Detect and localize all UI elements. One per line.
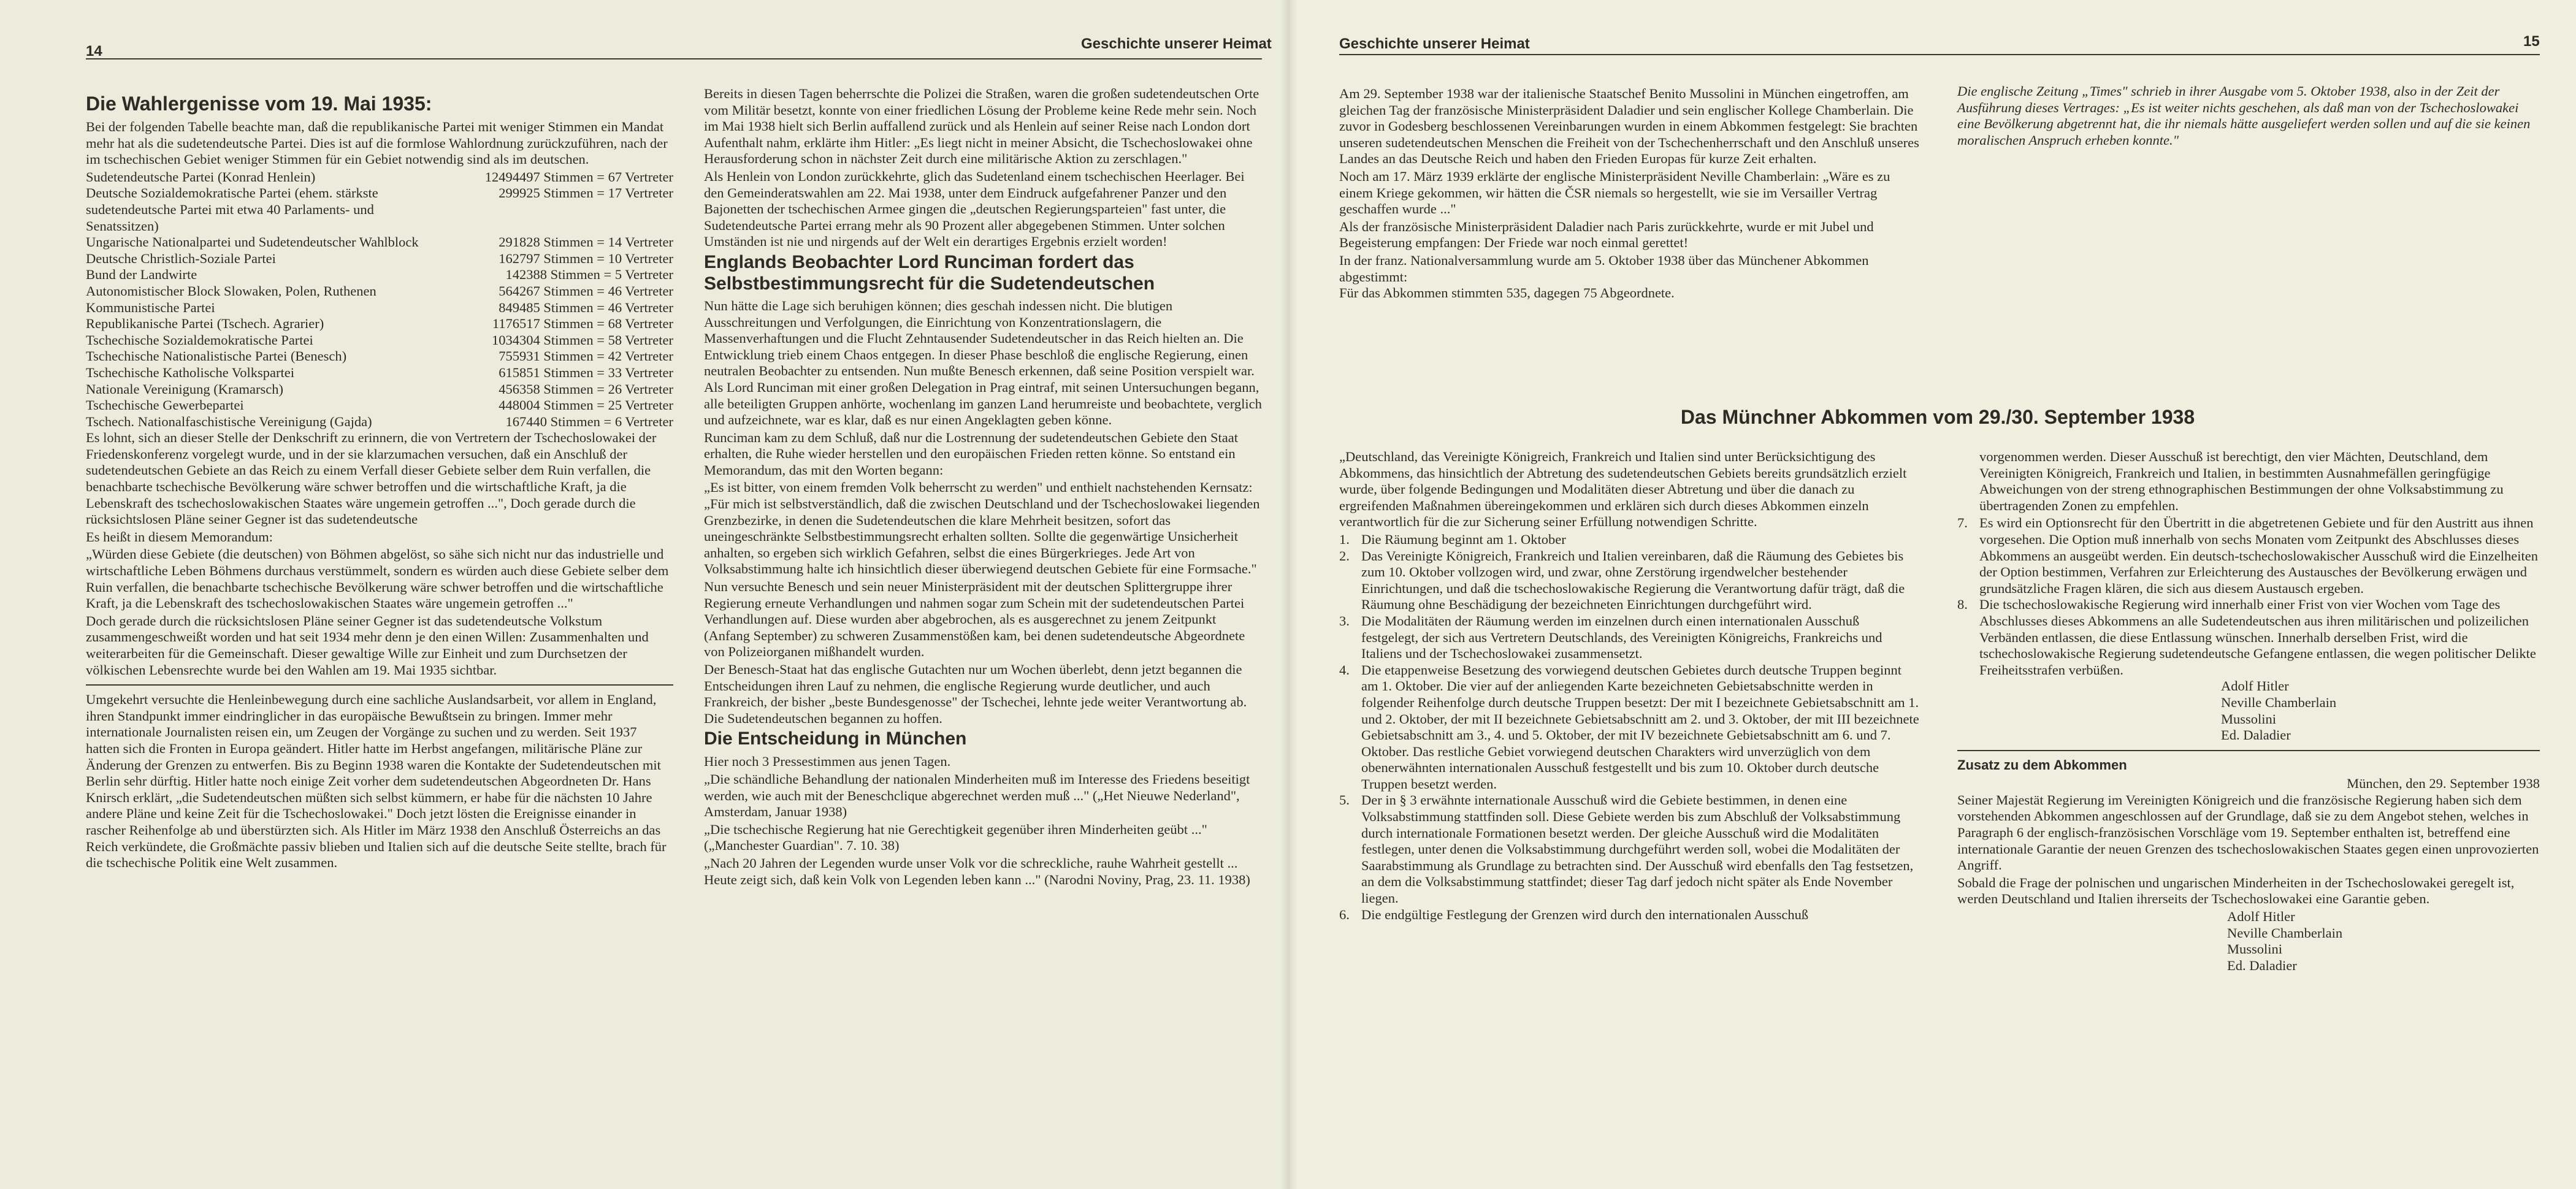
signatory: Ed. Daladier (2227, 957, 2297, 973)
page-number-left: 14 (86, 43, 102, 59)
election-intro: Bei der folgenden Tabelle beachte man, daß die republikanische Partei mit weniger Stimmen ein Mandat mehr hat als die sudetendeutsche Partei. Dies ist auf die formlose Wahlordnung zurückzuführen, nach der im tschechischen Gebiet weniger Stimmen für ein Gebiet notwendig sind als im deutschen. (86, 119, 668, 167)
volkstum-paragraph: Doch gerade durch die rücksichtslosen Pläne seiner Gegner ist das sudetendeutsche Volkstum zusammengeschweißt worden und hat seit 1934 mehr denn je den einen Willen: Zusammenhalten und weiterarbeiten für die Gemeinschaft. Dieser gewaltige Wille zur Einheit und zum Durchsetzen der völkischen Lebensrechte wurde bei den Wahlen am 19. Mai 1935 sichtbar. (86, 613, 649, 678)
agreement-item: 6. Die endgültige Festlegung der Grenzen wird durch den internationalen Ausschuß (1339, 906, 1809, 922)
result-row: Tschechische Nationalistische Partei (Benesch) 755931 Stimmen = 42 Vertreter (86, 348, 673, 364)
memorandum-context: Es lohnt, sich an dieser Stelle der Denkschrift zu erinnern, die von Vertretern der Tschechoslowakei der Friedenskonferenz vorgelegt wurde, und in der sie klarzumachen versuchen, daß ein Anschluß der sudetendeutschen Gebiete an das Reich zu einem Verfall dieser Gebiete selber dem Ruin verfallen, die benachbarte tschechische Bevölkerung wäre schwer betroffen und die wirtschaftliche Kraft, ja die Lebenskraft des tschechoslowakischen Staates wäre ungemein getroffen ...", Doch gerade durch die rücksichtslosen Pläne seiner Gegner ist das sudetendeutsche (86, 430, 657, 527)
signatory: Adolf Hitler (2221, 678, 2289, 694)
signatory: Adolf Hitler (2227, 909, 2295, 925)
benesch-paragraph: Nun versuchte Benesch und sein neuer Ministerpräsident mit der deutschen Splittergruppe ihrer Regierung erneute Verhandlungen und nahmen sogar zum Schein mit der sudetendeutschen Partei Verhandlungen auf. Diese wurden aber abgebrochen, als es ausgerechnet zu jenem Zeitpunkt (Anfang September) zu schweren Zusammenstößen kam, bei denen sudetendeutsche Abgeordnete von Polizeiorganen mißhandelt wurden. (704, 579, 1245, 660)
press-quote-1: „Die schändliche Behandlung der nationalen Minderheiten muß im Interesse des Friedens beseitigt werden, wie auch mit der Beneschclique abgerechnet werden muß ..." („Het Nieuwe Nederland", Amsterdam, Januar 1938) (704, 771, 1250, 820)
munich-heading: Die Entscheidung in München (704, 728, 967, 749)
agreement-item: 7. Es wird ein Optionsrecht für den Übertritt in die abgetretenen Gebiete und für den Austritt aus ihnen vorgesehen. Die Option muß innerhalb von sechs Monaten vom Zeitpunkt des Abschlusses dieses Abkommens an ausgeübt werden. Ein deutsch-tschechoslowakischer Ausschuß wird die Einzelheiten der Option bestimmen, Verfahren zur Erleichterung des Austausches der Bevölkerung erwägen und grundsätzliche Fragen klären, die sich aus diesem Austausch ergeben. (1957, 515, 2539, 596)
right-page (1288, 0, 2576, 1189)
election-results-table (86, 169, 673, 430)
supplement-paragraph-1: Seiner Majestät Regierung im Vereinigten Königreich und die französische Regierung haben sich dem vorstehenden Abkommen angeschlossen auf der Grundlage, daß sie zu dem Angebot stehen, welches in Paragraph 6 der englisch-französischen Vorschläge vom 19. September enthalten ist, betreffend eine internationale Garantie der neuen Grenzen des tschechoslowakischen Staates gegen einen unprovozierten Angriff. (1957, 792, 2539, 873)
runciman-heading: Englands Beobachter Lord Runciman fordert das Selbstbestimmungsrecht für die Sudetendeutschen (704, 251, 1155, 294)
result-row: Republikanische Partei (Tschech. Agrarier) 1176517 Stimmen = 68 Vertreter (86, 316, 673, 332)
result-row: Bund der Landwirte 142388 Stimmen = 5 Vertreter (86, 267, 673, 283)
result-row: Ungarische Nationalpartei und Sudetendeutscher Wahlblock 291828 Stimmen = 14 Vertreter (86, 234, 673, 250)
left-column-1 (86, 91, 673, 873)
supplement-paragraph-2: Sobald die Frage der polnischen und ungarischen Minderheiten in der Tschechoslowakei geregelt ist, werden Deutschland und Italien ihrerseits der Tschechoslowakei eine Garantie geben. (1957, 874, 2515, 907)
chamberlain-paragraph: Noch am 17. März 1939 erklärte der englische Ministerpräsident Neville Chamberlain: „Wäre es zu einem Kriege gekommen, wir hätten die ČSR niemals so hergestellt, wie sie im Versailler Vertrag geschaffen wurde ..." (1339, 168, 1890, 217)
assembly-paragraph: In der franz. Nationalversammlung wurde am 5. Oktober 1938 über das Münchener Abkommen abgestimmt: (1339, 252, 1869, 285)
result-row: Tschechische Gewerbepartei 448004 Stimmen = 25 Vertreter (86, 397, 673, 413)
agreement-item: 4. Die etappenweise Besetzung des vorwiegend deutschen Gebietes durch deutsche Truppen beginnt am 1. Oktober. Die vier auf der anliegenden Karte bezeichneten Gebietsabschnitte werden in folgender Reihenfolge durch deutsche Truppen besetzt: Der mit I bezeichnete Gebietsabschnitt am 1. und 2. Oktober, der mit II bezeichnete Gebietsabschnitt am 2. und 3. Oktober, der mit III bezeichnete Gebietsabschnitt am 3., 4. und 5. Oktober, der mit IV bezeichnete Gebietsabschnitt am 6. und 7. Oktober. Das restliche Gebiet vorwiegend deutschen Charakters wird unverzüglich von dem obenerwähnten internationalen Ausschuß festgestellt und bis zum 10. Oktober durch deutsche Truppen besetzt werden. (1339, 662, 1919, 792)
press-intro: Hier noch 3 Pressestimmen aus jenen Tagen. (704, 754, 951, 770)
chaos-paragraph: Nun hätte die Lage sich beruhigen können; dies geschah indessen nicht. Die blutigen Ausschreitungen und Verfolgungen, die Einrichtung von Konzentrationslagern, die Massenverhaftungen und die Flucht Zehntausender Sudetendeutscher in das Reich hielten an. Die Entwicklung trieb einem Chaos entgegen. In dieser Phase beschloß die englische Regierung, einen neutralen Beobachter zu entsenden. Nun mußte Benesch erkennen, daß seine Position verspielt war. Als Lord Runciman mit einer großen Delegation in Prag eintraf, mit seinen Untersuchungen begann, alle beteiligten Gruppen anhörte, wochenlang im ganzen Land herumreiste und beobachtete, verglich und aufzeichnete, war es klar, daß es nur einen Angeklagten geben könne. (704, 297, 1262, 428)
signatories (1957, 678, 2540, 743)
running-head-right: Geschichte unserer Heimat (1339, 36, 1530, 52)
agreement-preamble: „Deutschland, das Vereinigte Königreich, Frankreich und Italien sind unter Berücksichtigung des Abkommens, das hinsichtlich der Abtretung des sudetendeutschen Gebiets bereits grundsätzlich erzielt wurde, über folgende Bedingungen und Modalitäten dieser Abtretung und über die danach zu ergreifenden Maßnahmen übereingekommen und erklären sich durch dieses Abkommen einzeln verantwortlich für die zur Sicherung seiner Erfüllung notwendigen Schritte. (1339, 449, 1907, 530)
header-rule-left (86, 58, 1262, 59)
agreement-item: 2. Das Vereinigte Königreich, Frankreich und Italien vereinbaren, daß die Räumung des Gebietes bis zum 10. Oktober vollzogen wird, und zwar, ohne Zerstörung irgendwelcher bestehender Einrichtungen, und daß die tschechoslowakische Regierung die Verantwortung dafür trägt, daß die Räumung ohne Beschädigung der bezeichneten Einrichtungen durchgeführt wird. (1339, 548, 1905, 613)
agreement-title: Das Münchner Abkommen vom 29./30. September 1938 (1680, 406, 2195, 428)
police-paragraph: Bereits in diesen Tagen beherrschte die Polizei die Straßen, waren die großen sudetendeutschen Orte vom Militär besetzt, konnte von einer friedlichen Lösung der Probleme keine Rede mehr sein. Noch im Mai 1938 hielt sich Berlin auffallend zurück und als Henlein auf seiner Reise nach London dort Aufenthalt nahm, erklärte ihm Hitler: „Es liegt nicht in meiner Absicht, die Tschechoslowakei ohne Herausforderung schon in nächster Zeit durch eine militärische Aktion zu zerschlagen." (704, 86, 1259, 167)
agreement-item: 3. Die Modalitäten der Räumung werden im einzelnen durch einen internationalen Ausschuß festgelegt, der sich aus Vertretern Deutschlands, des Vereinigten Königreichs, Frankreichs und Italiens und der Tschechoslowakei zusammensetzt. (1339, 613, 1882, 662)
supplement-date: München, den 29. September 1938 (2347, 776, 2540, 792)
heerlager-paragraph: Als Henlein von London zurückkehrte, glich das Sudetenland einem tschechischen Heerlager. Bei den Gemeinderatswahlen am 22. Mai 1938, unter dem Eindruck aufgefahrener Panzer und den Bajonetten der tschechischen Armee gingen die „deutschen Regierungsparteien" fast unter, die Sudetendeutsche Partei errang mehr als 90 Prozent aller abgegebenen Stimmen. Unter solchen Umständen ist nie und nirgends auf der Welt ein derartiges Ergebnis erzielt worden! (704, 168, 1245, 250)
runciman-conclusion: Runciman kam zu dem Schluß, daß nur die Lostrennung der sudetendeutschen Gebiete den Staat erhalten, die Ruhe wieder herstellen und den europäischen Frieden retten könne. So entstand ein Memorandum, das mit den Worten begann: (704, 429, 1239, 478)
daladier-paragraph: Als der französische Ministerpräsident Daladier nach Paris zurückkehrte, wurde er mit Jubel und Begeisterung empfangen: Der Friede war noch einmal gerettet! (1339, 218, 1874, 251)
section-divider (86, 684, 673, 686)
memorandum-label: Es heißt in diesem Memorandum: (86, 529, 273, 545)
agreement-item: 5. Der in § 3 erwähnte internationale Ausschuß wird die Gebiete bestimmen, in denen eine Volksabstimmung stattfinden soll. Diese Gebiete werden bis zum Abschluß der Volksabstimmung durch internationale Formationen besetzt werden. Der gleiche Ausschuß wird die Modalitäten festlegen, unter denen die Volksabstimmung durchgeführt werden soll, wobei die Modalitäten der Saarabstimmung als Grundlage zu betrachten sind. Der Ausschuß wird ebenfalls den Tag festsetzen, an dem die Volksabstimmung stattfindet; dieser Tag darf jedoch nicht später als Ende November liegen. (1339, 792, 1914, 906)
result-row: Tschechische Katholische Volkspartei 615851 Stimmen = 33 Vertreter (86, 364, 673, 380)
times-quote: Die englische Zeitung „Times" schrieb in ihrer Ausgabe vom 5. Oktober 1938, also in der Zeit der Ausführung dieses Vertrages: „Es ist weiter nichts geschehen, als daß man von der Tschechoslowakei eine Bevölkerung abgetrennt hat, die ihr niemals hätte ausgeliefert werden sollen und auf die sie keinen moralischen Anspruch erheben konnte." (1957, 83, 2531, 148)
supplement-title: Zusatz zu dem Abkommen (1957, 757, 2127, 773)
item-6-continuation: vorgenommen werden. Dieser Ausschuß ist berechtigt, den vier Mächten, Deutschland, dem Vereinigten Königreich, Frankreich und Italien, in bestimmten Ausnahmefällen geringfügige Abweichungen von der streng ethnographischen Bestimmungen der ohne Volksabstimmung zu übertragenden Zonen zu empfehlen. (1979, 449, 2504, 513)
signatory: Neville Chamberlain (2227, 925, 2343, 941)
right-top-column-2 (1957, 83, 2540, 150)
supplement-divider (1957, 750, 2540, 751)
result-row: Kommunistische Partei 849485 Stimmen = 46 Vertreter (86, 299, 673, 315)
left-column-2 (704, 86, 1262, 889)
header-rule-right (1339, 54, 2540, 55)
result-row: Deutsche Sozialdemokratische Partei (ehem. stärkste sudetendeutsche Partei mit etwa 40 Parlaments- und Senatssitzen) 299925 Stimmen = 17 Vertreter (86, 185, 673, 234)
signatories-2 (1957, 909, 2540, 974)
result-row: Tschech. Nationalfaschistische Vereinigung (Gajda) 167440 Stimmen = 6 Vertreter (86, 413, 673, 429)
running-head-left: Geschichte unserer Heimat (1081, 36, 1272, 52)
press-quote-2: „Die tschechische Regierung hat nie Gerechtigkeit gegenüber ihren Minderheiten geübt ..." („Manchester Guardian". 7. 10. 38) (704, 821, 1207, 854)
agreement-column-1 (1339, 449, 1919, 923)
runciman-quote: „Es ist bitter, von einem fremden Volk beherrscht zu werden" und enthielt nachstehenden Kernsatz: „Für mich ist selbstverständlich, daß die zwischen Deutschland und der Tschechoslowakei liegenden Grenzbezirke, in denen die Sudetendeutschen die klare Mehrheit besitzen, sofort das uneingeschränkte Selbstbestimmungsrecht erhalten sollten. Sollte die gegenwärtige Unsicherheit anhalten, so ergeben sich wirklich Gefahren, selbst die eines Bürgerkrieges. Jede Art von Volksabstimmung halte ich hinsichtlich dieser überwiegend deutschen Gebiete für eine Formsache." (704, 480, 1260, 577)
signatory: Ed. Daladier (2221, 727, 2291, 743)
benesch-state-paragraph: Der Benesch-Staat hat das englische Gutachten nur um Wochen überlebt, denn jetzt begannen die Entscheidungen ihren Lauf zu nehmen, die englische Regierung wurde deutlicher, und auch Frankreich, der bisher „beste Bundesgenosse" der Tschechei, lehnte jede weiter Verantwortung ab. Die Sudetendeutschen begannen zu hoffen. (704, 662, 1247, 726)
result-row: Sudetendeutsche Partei (Konrad Henlein) 12494497 Stimmen = 67 Vertreter (86, 169, 673, 185)
result-row: Deutsche Christlich-Soziale Partei 162797 Stimmen = 10 Vertreter (86, 250, 673, 266)
agreement-item: 8. Die tschechoslowakische Regierung wird innerhalb einer Frist von vier Wochen vom Tage des Abschlusses dieses Abkommens an alle Sudetendeutschen aus ihren militärischen und polizeilichen Verbänden entlassen, die diese Entlassung wünschen. Innerhalb derselben Frist, wird die tschechoslowakische Regierung sudetendeutsche Gefangene entlassen, die wegen politischer Delikte Freiheitsstrafen verbüßen. (1957, 597, 2536, 678)
munich-meeting-paragraph: Am 29. September 1938 war der italienische Staatschef Benito Mussolini in München eingetroffen, am gleichen Tag der französische Ministerpräsident Daladier und sein englischer Kollege Chamberlain. Die zuvor in Godesberg beschlossenen Vereinbarungen wurden in einem Abkommen festgelegt: Sie brachten unseren sudetendeutschen Menschen die Freiheit von der Tschechenherrschaft und den Anschluß unseres Landes an das Deutsche Reich und haben den Frieden Europas für kurze Zeit erhalten. (1339, 86, 1919, 167)
result-row: Tschechische Sozialdemokratische Partei 1034304 Stimmen = 58 Vertreter (86, 332, 673, 348)
vote-result: Für das Abkommen stimmten 535, dagegen 75 Abgeordnete. (1339, 285, 1675, 301)
page-number-right: 15 (2523, 33, 2540, 50)
press-quote-3: „Nach 20 Jahren der Legenden wurde unser Volk vor die schreckliche, rauhe Wahrheit gestellt ... Heute zeigt sich, daß kein Volk von Legenden leben kann ..." (Narodni Noviny, Prag, 23. 11. 1938) (704, 855, 1250, 887)
election-title: Die Wahlergenisse vom 19. Mai 1935: (86, 93, 432, 115)
book-gutter (1280, 0, 1298, 1189)
signatory: Mussolini (2227, 941, 2283, 957)
agreement-item: 1. Die Räumung beginnt am 1. Oktober (1339, 531, 1566, 547)
agreement-column-2 (1957, 449, 2540, 974)
signatory: Mussolini (2221, 711, 2277, 727)
memorandum-quote: „Würden diese Gebiete (die deutschen) von Böhmen abgelöst, so sähe sich nicht nur das industrielle und wirtschaftliche Leben Böhmens durchaus verstümmelt, sondern es würden auch diese Gebiete selber dem Ruin verfallen, die benachbarte tschechische Bevölkerung wäre schwer betroffen und die wirtschaftliche Kraft, ja die Lebenskraft des tschechoslowakischen Staates wäre ungemein getroffen ..." (86, 546, 669, 611)
henlein-paragraph: Umgekehrt versuchte die Henleinbewegung durch eine sachliche Auslandsarbeit, vor allem in England, ihren Standpunkt immer eindringlicher in das europäische Bewußtsein zu bringen. Immer mehr internationale Journalisten reisen ein, um Zeugen der Vorgänge zu suchen und zu werden. Seit 1937 hatten sich die Fronten in Europa geändert. Hitler hatte im Herbst angefangen, militärische Pläne zur Änderung der Grenzen zu entwerfen. Bis zu Beginn 1938 waren die Kontakte der Sudetendeutschen mit Berlin sehr dürftig. Hitler hatte noch einige Zeit vorher dem sudetendeutschen Abgeordneten Dr. Hans Knirsch erklärt, „die Sudetendeutschen müßten sich selbst kümmern, er habe für die nächsten 10 Jahre andere Pläne und keine Zeit für die Tschechoslowakei." Doch jetzt lösten die Ereignisse einander in rascher Reihenfolge ab und überstürzten sich. Als Hitler im März 1938 den Anschluß Österreichs an das Reich verkündete, die Großmächte passiv blieben und Italien sich auf die deutsche Seite stellte, brach für die tschechische Politik eine Welt zusammen. (86, 692, 667, 871)
result-row: Autonomistischer Block Slowaken, Polen, Ruthenen 564267 Stimmen = 46 Vertreter (86, 283, 673, 299)
signatory: Neville Chamberlain (2221, 694, 2337, 710)
right-top-column-1 (1339, 86, 1919, 303)
result-row: Nationale Vereinigung (Kramarsch) 456358 Stimmen = 26 Vertreter (86, 381, 673, 397)
